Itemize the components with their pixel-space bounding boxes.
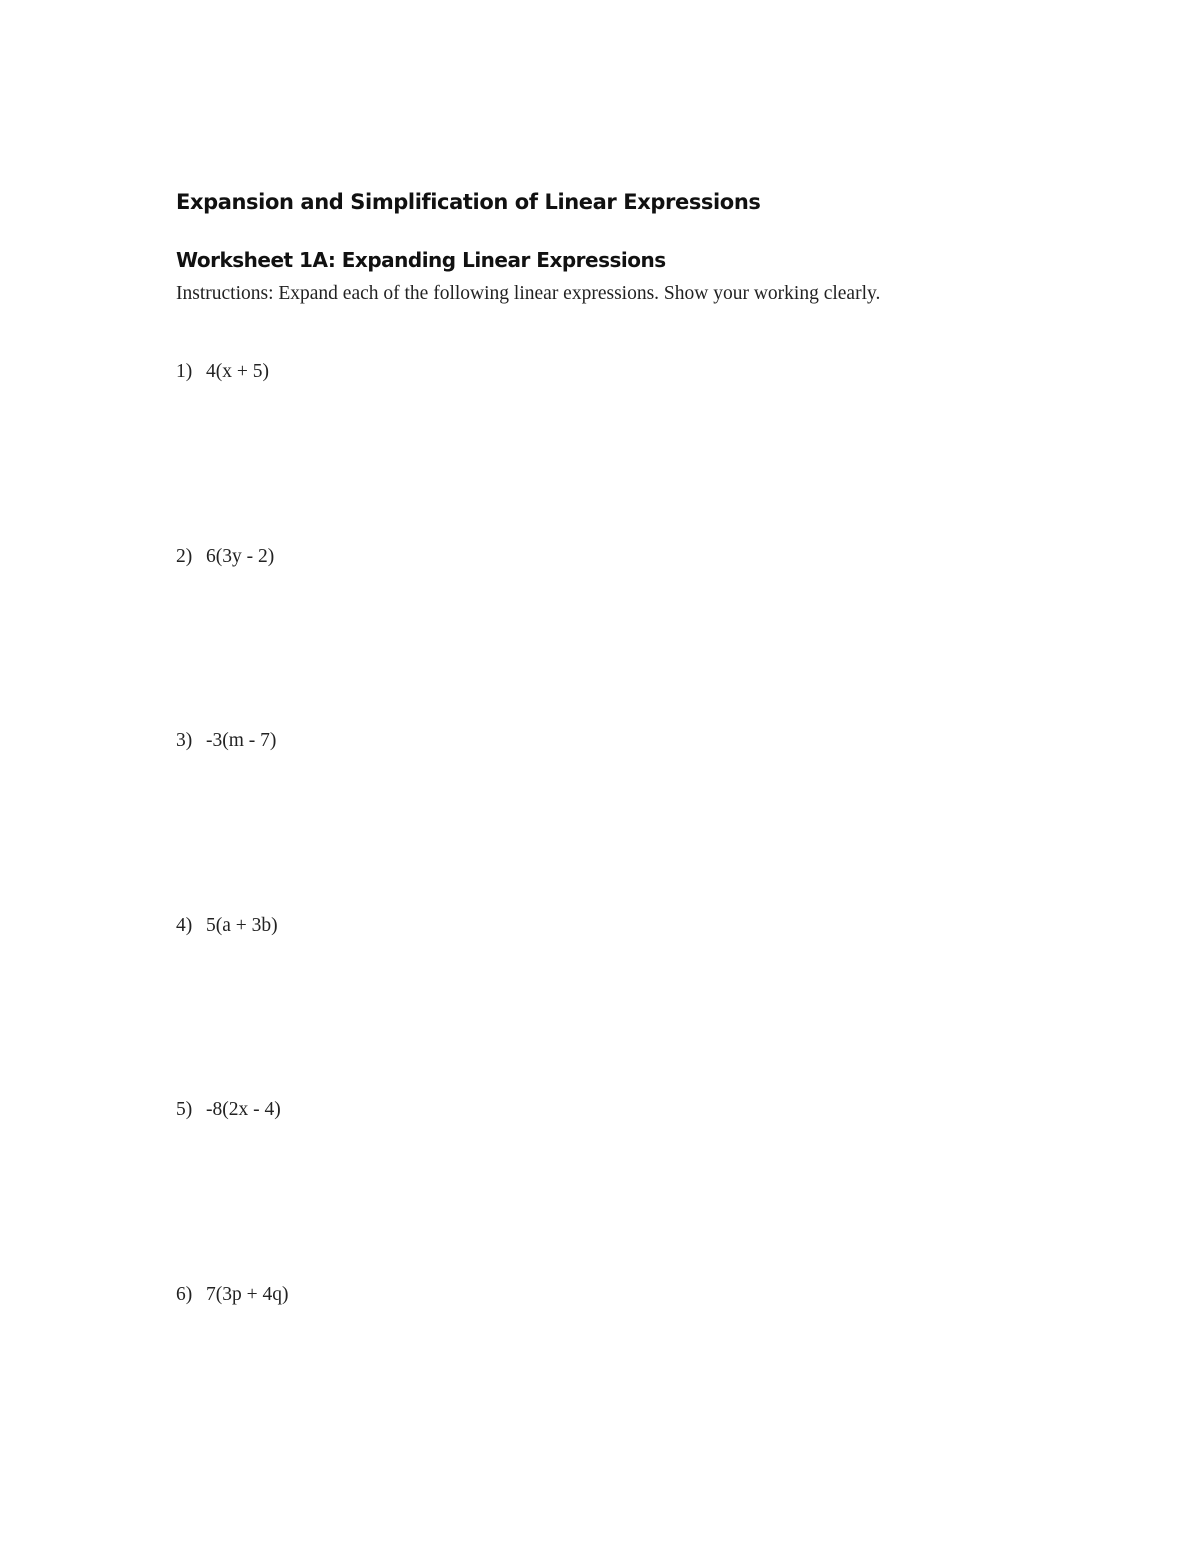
question-expression: -3(m - 7) [206, 730, 277, 751]
instructions-text: Instructions: Expand each of the following linear expressions. Show your working clearly. [176, 283, 881, 304]
question-number: 4) [176, 915, 193, 936]
question-expression: 7(3p + 4q) [206, 1284, 289, 1305]
question-item [176, 1099, 281, 1121]
question-expression: 4(x + 5) [206, 361, 269, 382]
worksheet-subtitle: Worksheet 1A: Expanding Linear Expressions [176, 248, 666, 272]
question-expression: -8(2x - 4) [206, 1099, 281, 1120]
question-expression: 5(a + 3b) [206, 915, 278, 936]
question-number: 1) [176, 361, 193, 382]
question-number: 3) [176, 730, 193, 751]
page-title: Expansion and Simplification of Linear Expressions [176, 190, 761, 214]
question-item [176, 730, 276, 752]
question-item [176, 546, 274, 568]
question-number: 6) [176, 1284, 193, 1305]
question-number: 2) [176, 546, 193, 567]
question-item [176, 1284, 289, 1306]
question-expression: 6(3y - 2) [206, 546, 275, 567]
question-item [176, 361, 269, 383]
question-item [176, 915, 278, 937]
question-number: 5) [176, 1099, 193, 1120]
